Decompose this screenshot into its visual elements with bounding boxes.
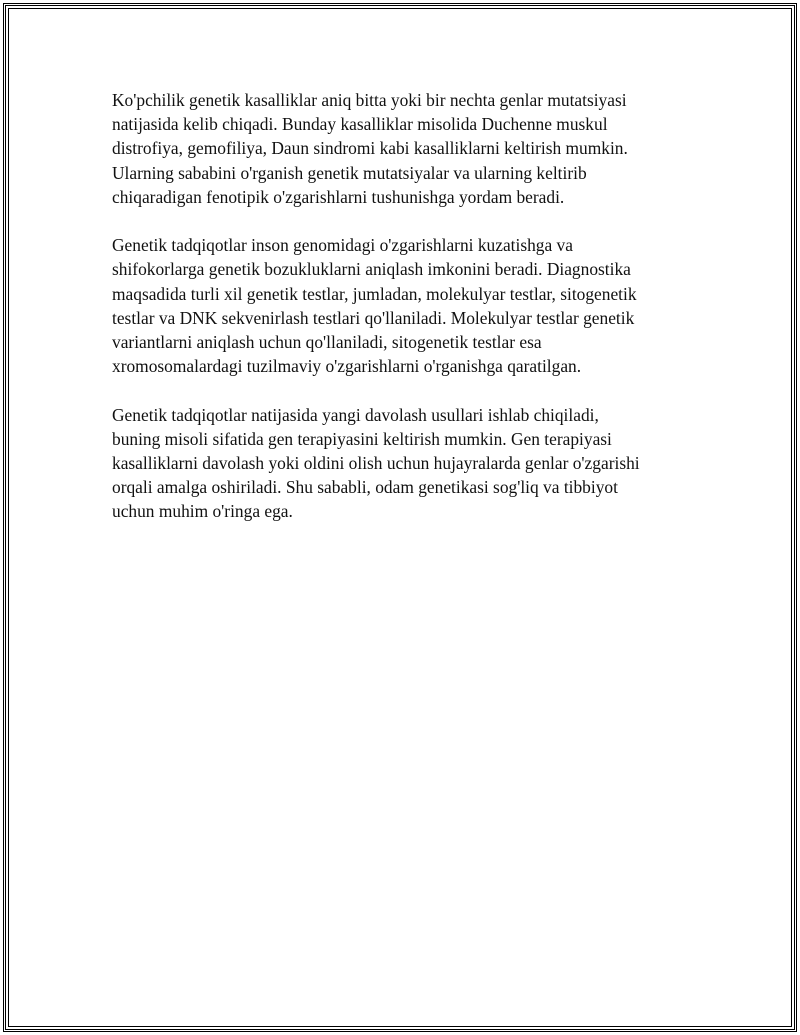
paragraph-1: Ko'pchilik genetik kasalliklar aniq bitta yoki bir nechta genlar mutatsiyasi natijasida kelib chiqadi. Bunday kasalliklar misolida Duchenne muskul distrofiya, gemofiliya, Daun sindromi kabi kasalliklarni keltirish mumkin. Ularning sababini o'rganish genetik mutatsiyalar va ularning keltirib chiqaradigan fenotipik o'zgarishlarni tushunishga yordam beradi.: [112, 90, 628, 207]
paragraph-2: Genetik tadqiqotlar inson genomidagi o'zgarishlarni kuzatishga va shifokorlarga genetik bozukluklarni aniqlash imkonini beradi. Diagnostika maqsadida turli xil genetik testlar, jumladan, molekulyar testlar, sitogenetik testlar va DNK sekvenirlash testlari qo'llaniladi. Molekulyar testlar genetik variantlarni aniqlash uchun qo'llaniladi, sitogenetik testlar esa xromosomalardagi tuzilmaviy o'zgarishlarni o'rganishga qaratilgan.: [112, 235, 637, 377]
paragraph-3: Genetik tadqiqotlar natijasida yangi davolash usullari ishlab chiqiladi, buning misoli sifatida gen terapiyasini keltirish mumkin. Gen terapiyasi kasalliklarni davolash yoki oldini olish uchun hujayralarda genlar o'zgarishi orqali amalga oshiriladi. Shu sababli, odam genetikasi sog'liq va tibbiyot uchun muhim o'ringa ega.: [112, 404, 640, 522]
document-body: [112, 88, 692, 548]
